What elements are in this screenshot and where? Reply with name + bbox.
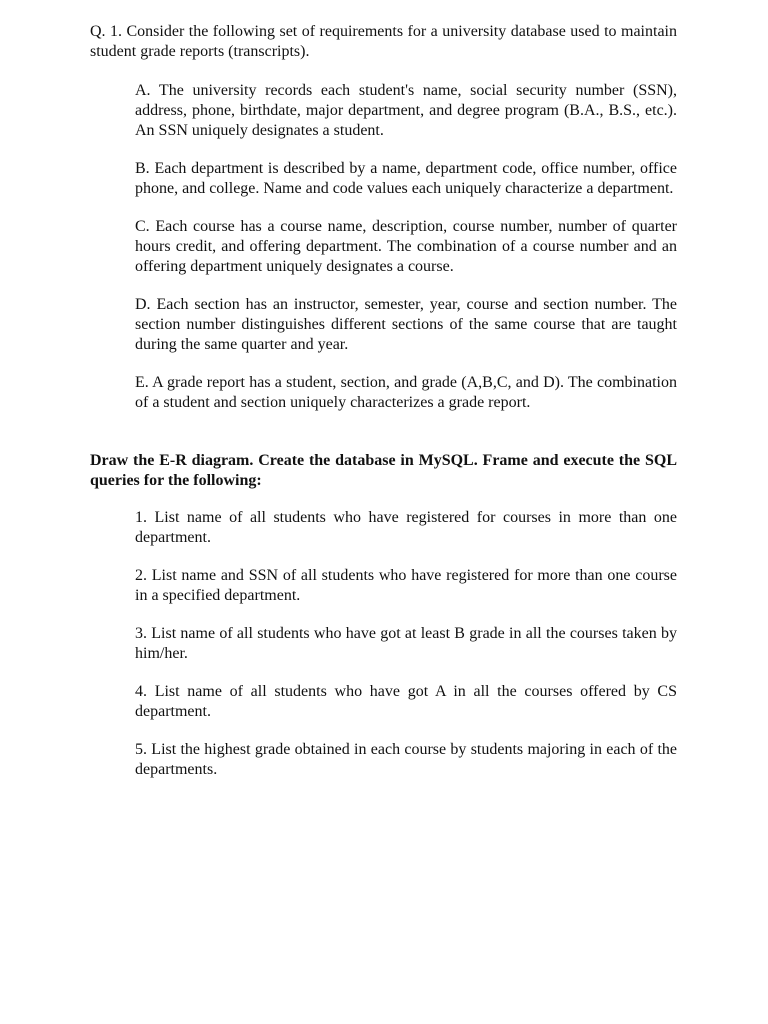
queries-list: [90, 508, 677, 780]
query-5: 5. List the highest grade obtained in each course by students majoring in each of the departments.: [135, 741, 677, 778]
query-3: 3. List name of all students who have got at least B grade in all the courses taken by him/her.: [135, 625, 677, 662]
requirement-d: D. Each section has an instructor, semester, year, course and section number. The section number distinguishes different sections of the same course that are taught during the same quarter and year.: [135, 296, 677, 353]
task-instruction: Draw the E-R diagram. Create the database in MySQL. Frame and execute the SQL queries for the following:: [90, 452, 677, 489]
document-page: [90, 22, 677, 798]
requirement-b: B. Each department is described by a name, department code, office number, office phone, and college. Name and code values each uniquely characterize a department.: [135, 160, 677, 197]
question-intro: Q. 1. Consider the following set of requirements for a university database used to maintain student grade reports (transcripts).: [90, 23, 677, 60]
requirement-c: C. Each course has a course name, description, course number, number of quarter hours credit, and offering department. The combination of a course number and an offering department uniquely designates a course.: [135, 218, 677, 275]
requirement-a: A. The university records each student's name, social security number (SSN), address, phone, birthdate, major department, and degree program (B.A., B.S., etc.). An SSN uniquely designates a student.: [135, 82, 677, 139]
requirement-e: E. A grade report has a student, section, and grade (A,B,C, and D). The combination of a student and section uniquely characterizes a grade report.: [135, 374, 677, 411]
query-2: 2. List name and SSN of all students who have registered for more than one course in a specified department.: [135, 567, 677, 604]
query-1: 1. List name of all students who have registered for courses in more than one department.: [135, 509, 677, 546]
query-4: 4. List name of all students who have got A in all the courses offered by CS department.: [135, 683, 677, 720]
requirements-list: [90, 81, 677, 413]
